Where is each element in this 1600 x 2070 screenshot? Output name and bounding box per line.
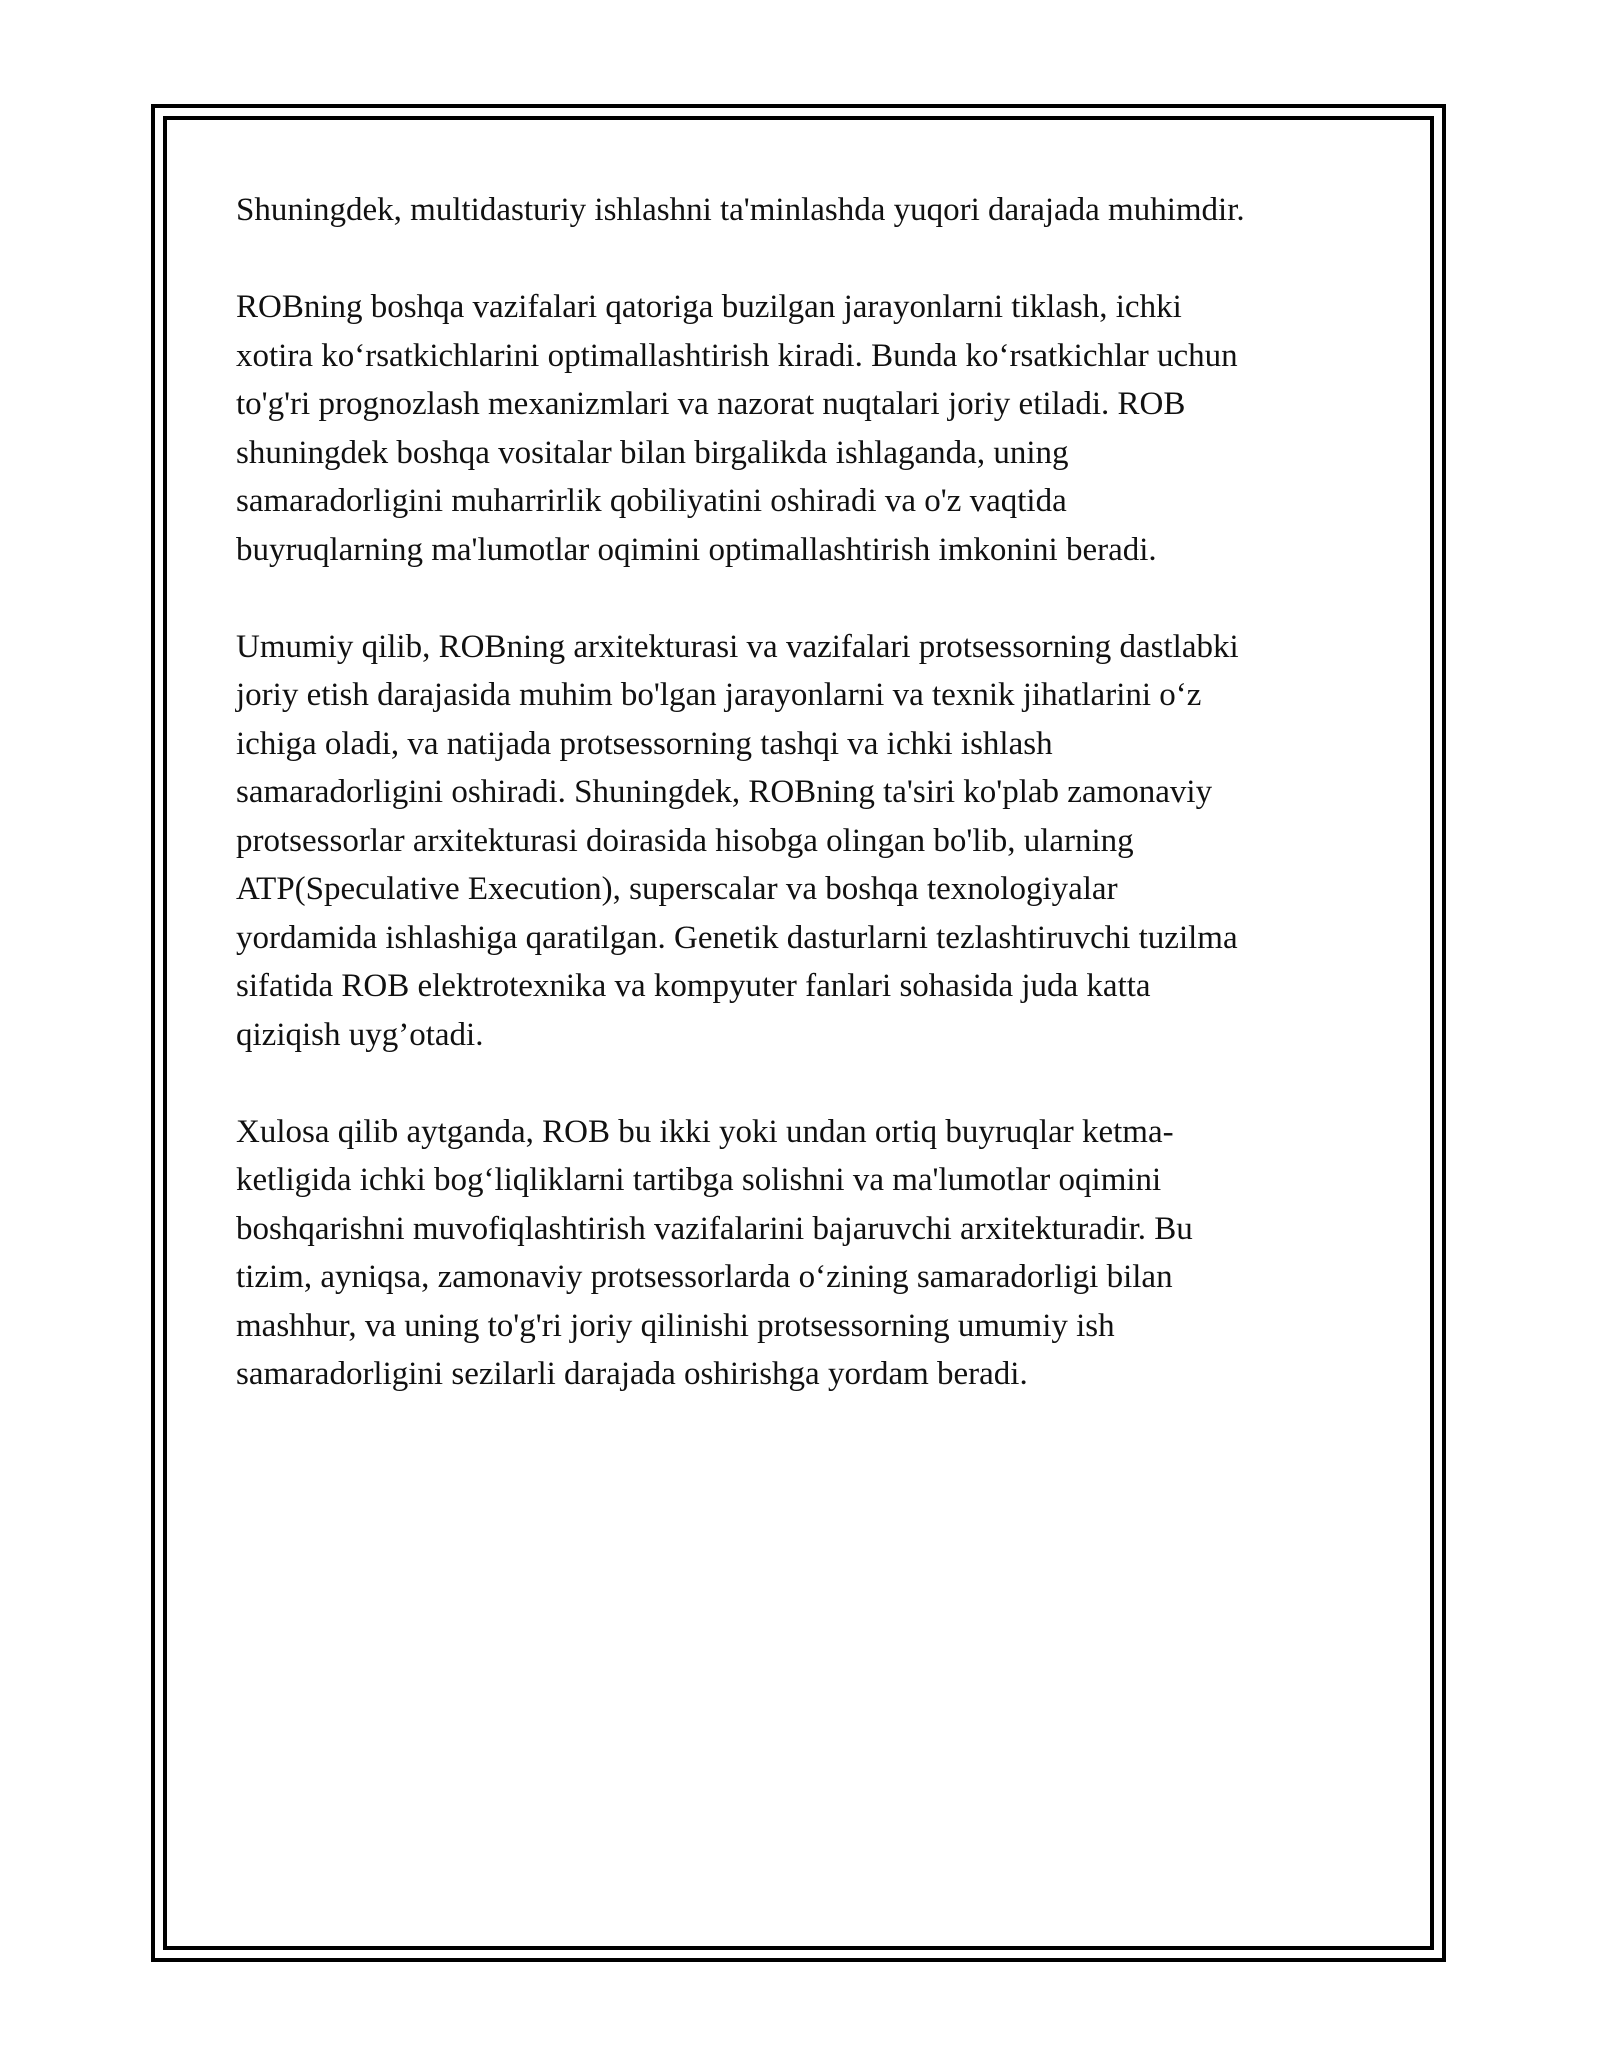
text-line: sifatida ROB elektrotexnika va kompyuter fanlari sohasida juda katta <box>236 968 1151 1004</box>
text-line: Xulosa qilib aytganda, ROB bu ikki yoki undan ortiq buyruqlar ketma- <box>236 1113 1174 1150</box>
text-line: samaradorligini muharrirlik qobiliyatini oshiradi va o'z vaqtida <box>236 483 1067 519</box>
text-line: boshqarishni muvofiqlashtirish vazifalarini bajaruvchi arxitekturadir. Bu <box>236 1210 1193 1247</box>
text-line: ATP(Speculative Execution), superscalar va boshqa texnologiyalar <box>236 871 1118 907</box>
text-line: samaradorligini oshiradi. Shuningdek, ROBning ta'siri ko'plab zamonaviy <box>236 774 1213 810</box>
paragraph-1 <box>236 186 1366 235</box>
text-line: Shuningdek, multidasturiy ishlashni ta'minlashda yuqori darajada muhimdir. <box>236 192 1245 228</box>
text-line: xotira ko‘rsatkichlarini optimallashtirish kiradi. Bunda ko‘rsatkichlar uchun <box>236 337 1238 374</box>
text-line: ketligida ichki bog‘liqliklarni tartibga solishni va ma'lumotlar oqimini <box>236 1162 1162 1198</box>
text-line: ichiga oladi, va natijada protsessorning tashqi va ichki ishlash <box>236 725 1053 762</box>
paragraph-3 <box>236 623 1366 1060</box>
text-line: ROBning boshqa vazifalari qatoriga buzilgan jarayonlarni tiklash, ichki <box>236 289 1182 325</box>
paragraph-2 <box>236 283 1366 574</box>
text-line: joriy etish darajasida muhim bo'lgan jarayonlarni va texnik jihatlarini o‘z <box>236 677 1202 713</box>
text-line: mashhur, va uning to'g'ri joriy qilinishi protsessorning umumiy ish <box>236 1307 1115 1344</box>
text-line: to'g'ri prognozlash mexanizmlari va nazorat nuqtalari joriy etiladi. ROB <box>236 386 1186 422</box>
document-body <box>236 186 1366 1447</box>
text-line: shuningdek boshqa vositalar bilan birgalikda ishlaganda, uning <box>236 434 1069 471</box>
text-line: tizim, ayniqsa, zamonaviy protsessorlarda o‘zining samaradorligi bilan <box>236 1259 1173 1295</box>
paragraph-4 <box>236 1108 1366 1399</box>
text-line: Umumiy qilib, ROBning arxitekturasi va vazifalari protsessorning dastlabki <box>236 628 1239 665</box>
text-line: buyruqlarning ma'lumotlar oqimini optimallashtirish imkonini beradi. <box>236 531 1157 568</box>
text-line: yordamida ishlashiga qaratilgan. Genetik dasturlarni tezlashtiruvchi tuzilma <box>236 919 1238 956</box>
text-line: protsessorlar arxitekturasi doirasida hisobga olingan bo'lib, ularning <box>236 822 1134 859</box>
text-line: samaradorligini sezilarli darajada oshirishga yordam beradi. <box>236 1356 1028 1392</box>
text-line: qiziqish uyg’otadi. <box>236 1016 484 1053</box>
